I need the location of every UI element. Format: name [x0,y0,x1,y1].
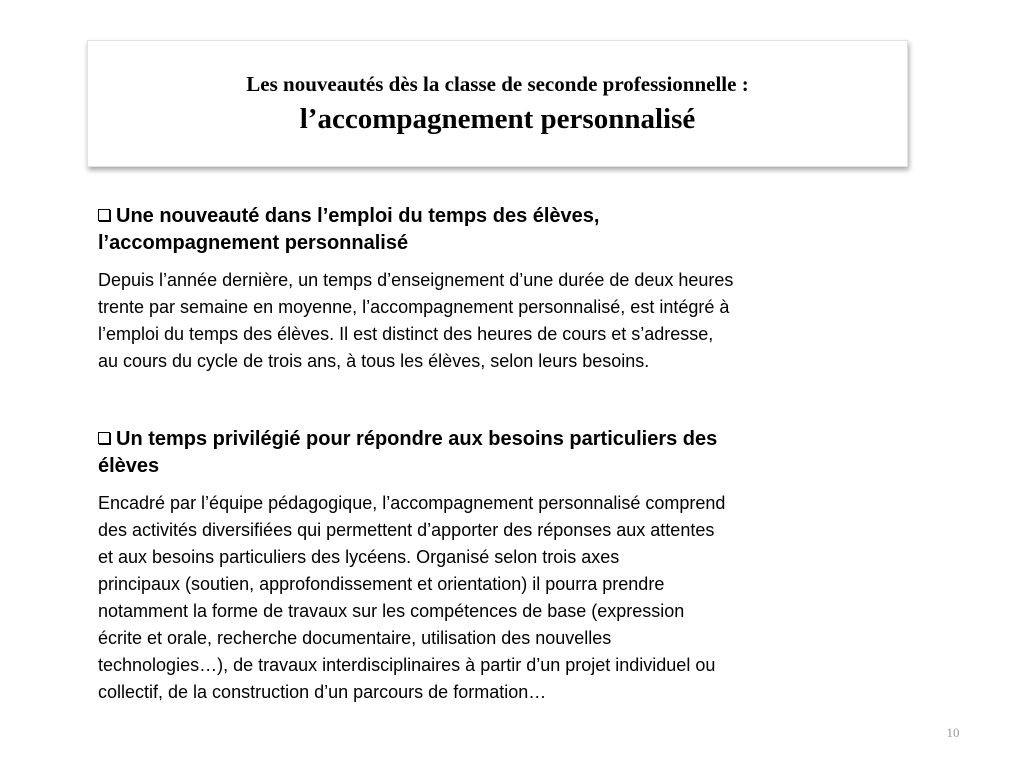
section-1-heading [98,203,918,257]
body-line: notamment la forme de travaux sur les compétences de base (expression [98,601,685,621]
body-line: des activités diversifiées qui permettent d’apporter des réponses aux attentes [98,520,715,540]
section-2-body [98,490,918,706]
body-line: l’emploi du temps des élèves. Il est distinct des heures de cours et s’adresse, [98,324,714,344]
body-line: technologies…), de travaux interdisciplinaires à partir d’un projet individuel ou [98,655,716,675]
section-2 [98,426,918,706]
section-2-heading-line-1: Un temps privilégié pour répondre aux besoins particuliers des [116,428,718,450]
page-number: 10 [946,725,960,740]
slide-title-box [87,40,908,167]
section-1-body [98,267,918,375]
section-1-heading-line-2: l’accompagnement personnalisé [98,232,409,254]
body-line: Depuis l’année dernière, un temps d’enseignement d’une durée de deux heures [98,270,734,290]
section-2-heading-line-2: élèves [98,455,160,477]
body-line: Encadré par l’équipe pédagogique, l’accompagnement personnalisé comprend [98,493,726,513]
section-1 [98,203,918,375]
checkbox-bullet-icon [98,209,110,221]
slide-title-line-1: Les nouveautés dès la classe de seconde professionnelle : [246,72,749,96]
body-line: et aux besoins particuliers des lycéens. Organisé selon trois axes [98,547,620,567]
slide-title-line-2: l’accompagnement personnalisé [299,103,696,135]
body-line: au cours du cycle de trois ans, à tous les élèves, selon leurs besoins. [98,351,650,371]
body-line: principaux (soutien, approfondissement et orientation) il pourra prendre [98,574,665,594]
body-line: collectif, de la construction d’un parcours de formation… [98,682,547,702]
section-2-heading [98,426,918,480]
body-line: écrite et orale, recherche documentaire, utilisation des nouvelles [98,628,612,648]
checkbox-bullet-icon [98,432,110,444]
body-line: trente par semaine en moyenne, l’accompagnement personnalisé, est intégré à [98,297,730,317]
section-1-heading-line-1: Une nouveauté dans l’emploi du temps des élèves, [116,205,600,227]
